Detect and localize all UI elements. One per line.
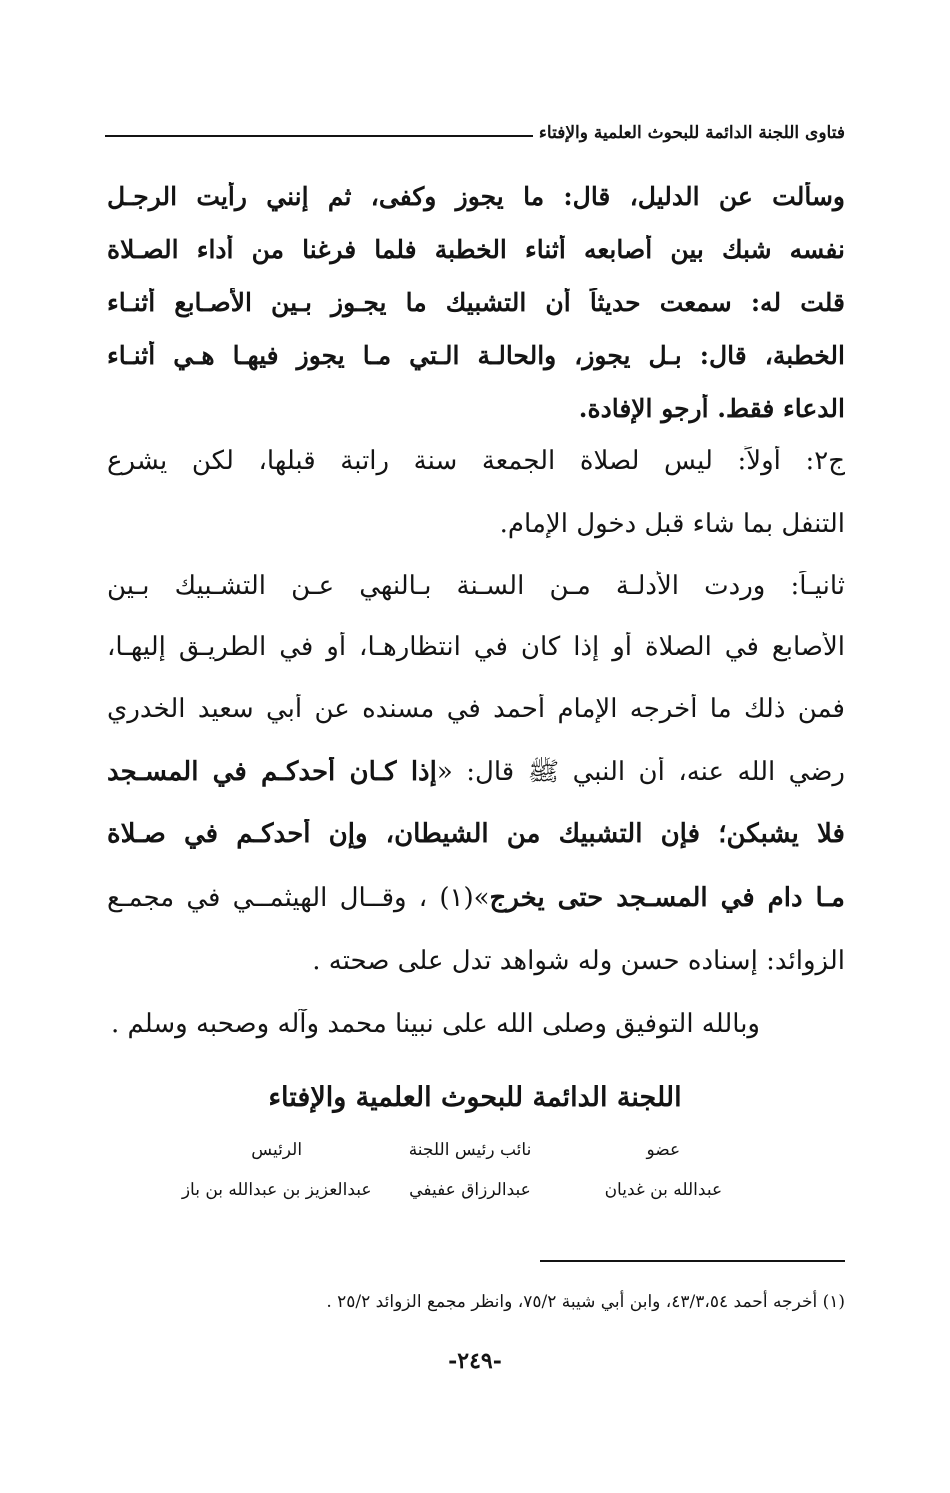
hadith-text-start: إذا كـان أحدكـم في المسـجد [107, 757, 437, 787]
running-title: فتاوى اللجنة الدائمة للبحوث العلمية والإفتاء [538, 123, 845, 143]
role-deputy-chair: نائب رئيس اللجنة [408, 1140, 532, 1160]
running-header [105, 118, 845, 148]
name-chair: عبدالعزيز بن عبدالله بن باز [181, 1180, 372, 1200]
closing-line-1: الزوائد: إسناده حسن وله شواهد تدل على صحته . [312, 946, 845, 976]
answer-line-5: فمن ذلك ما أخرجه الإمام أحمد في مسنده عن أبي سعيد الخدري [107, 694, 845, 724]
committee-name: اللجنة الدائمة للبحوث العلمية والإفتاء [268, 1082, 682, 1113]
closing-line-2: وبالله التوفيق وصلى الله على نبينا محمد وآله وصحبه وسلم . [110, 1009, 760, 1039]
hadith-line-3 [107, 883, 845, 914]
footnote-rule [540, 1260, 845, 1262]
answer-line-1: ج٢: أولاً: ليس لصلاة الجمعة سنة راتبة قبلها، لكن يشرع [107, 446, 845, 476]
hadith-intro: رضي الله عنه، أن النبي ﷺ قال: « [436, 757, 845, 787]
name-member: عبدالله بن غديان [604, 1180, 723, 1200]
role-chair: الرئيس [251, 1140, 303, 1160]
hadith-source: »(١) ، وقــال الهيثمــي في مجمـع [107, 883, 490, 913]
hadith-line-1 [107, 757, 845, 788]
role-member: عضو [646, 1140, 681, 1160]
name-deputy-chair: عبدالرزاق عفيفي [409, 1180, 531, 1200]
question-line-5: الدعاء فقط. أرجو الإفادة. [578, 394, 845, 423]
signature-block [180, 1140, 760, 1220]
question-line-4: الخطبة، قال: بـل يجوز، والحالـة الـتي مـا يجوز فيهـا هـي أثنـاء [107, 341, 845, 370]
answer-line-3: ثانيـاً: وردت الأدلـة مـن السـنة بـالنهي عـن التشـبيك بـين [107, 571, 845, 601]
answer-line-2: التنفل بما شاء قبل دخول الإمام. [499, 509, 845, 539]
hadith-line-2: فلا يشبكن؛ فإن التشبيك من الشيطان، وإن أحدكـم في صـلاة [107, 819, 845, 849]
hadith-text-end: مـا دام في المسـجد حتى يخرج [489, 883, 845, 913]
question-line-2: نفسه شبك بين أصابعه أثناء الخطبة فلما فرغنا من أداء الصـلاة [107, 235, 845, 264]
signature-names [180, 1180, 760, 1200]
footnote: (١) أخرجه أحمد ٤٣/٣،٥٤، وابن أبي شيبة ٧٥/٢، وانظر مجمع الزوائد ٢٥/٢ . [326, 1292, 845, 1312]
question-line-1: وسألت عن الدليل، قال: ما يجوز وكفى، ثم إنني رأيت الرجـل [107, 182, 845, 211]
page-number: -٢٤٩- [448, 1348, 502, 1374]
answer-line-4: الأصابع في الصلاة أو إذا كان في انتظارهـا، أو في الطريـق إليهـا، [107, 632, 845, 662]
header-rule [105, 135, 533, 137]
question-line-3: قلت له: سمعت حديثاً أن التشبيك ما يجـوز بـين الأصـابع أثنـاء [107, 288, 845, 317]
signature-roles [180, 1140, 760, 1160]
